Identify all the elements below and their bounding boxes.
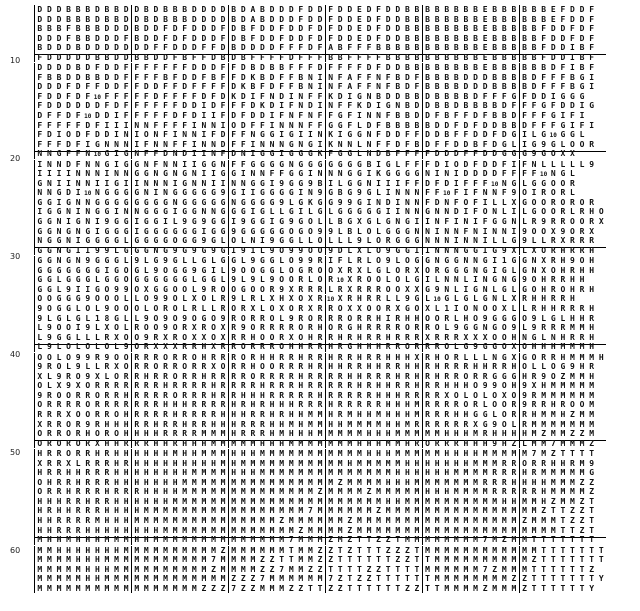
- grid-row: H H H R R H R R H H H H H H M M M M M M M M M M M M M M M M M M M M M M H H M M M M M M M M M M H H M M H Z M M Z T: [34, 489, 606, 499]
- grid-row: M M M M M H H H M M M M M M M M M M Z M M M M Z Z 7 M M Z Z T T T T Z Z T T T T M M M M M M 7 Z M M M T T T T T T Z: [34, 557, 606, 567]
- grid-row: G G L G G G L G G O G G G G G G L G G L 9 L 9 L 9 O O R L O R 10 X R O O L O L G I L N N L I N G N G 9 O H R R H H: [34, 267, 606, 277]
- grid-row: X R R O R 9 R H H H R R H R R H R R H H H R R R H H M H M M H H M M M M H H M R R R R R R X G 9 O L R M M M M M M M: [34, 412, 606, 422]
- grid-row: G G I G N N G G G G G G G G N G G G G G N G G G G 9 L G K G G 9 9 G I N D I N N F D N F O F I L L X G O O R O R O R: [34, 190, 606, 200]
- grid-row: O H R R H R R R H H H H H H H M M M M M M M M M M M M M M M M Z M M M M H H H M M M M M M M R R R H H H H M M M Z Z: [34, 470, 606, 480]
- grid-row: X R R X L R R R H R H H H H H H H H H M H M M M M M M M M M M M H M M M M M H H H H H H H M M M R R O R R H H R M 9: [34, 451, 606, 461]
- grid-row: 9 R O L 9 L L R X O R R O R R O R R X O R R H O O R R R H R H H R R H H R R H H R H R R R H H R R H O L L O G 9 H R: [34, 354, 606, 364]
- grid-row: H R R O R R H R H H H H H H M H H M M M H H H M M M M M M M M M M M H H H M M M M M H H H H M M M M M 7 M Z T T T T: [34, 441, 606, 451]
- row-label-60: 60: [10, 546, 21, 555]
- grid-row: X L 9 R O 9 X L O R R H R R O R R H R R R R O R R R R H R R R R H H R R R H R H R H R R O R R G G G H R 9 O Z M M H: [34, 364, 606, 374]
- grid-row: H R R H H R R R H H H H H H H H M M M M H H H M M M M M M M M M M M M M M H H H H H H M M M M R R R H R M M M M M G: [34, 460, 606, 470]
- grid-row: I G G N I N G G I N N G G G I G G N N G G G I G L L G I L G L G G G G G I I N N G N N D I F O N L I L G O O R L R H O: [34, 199, 606, 209]
- grid-row: G G N I G N I 9 G G I G G I L 9 G 9 G G I 9 G G I G 9 G O L L B G X G L G N G I I N F I N I F G G N L R 9 R R O O R X: [34, 209, 606, 219]
- grid-row: N G G N I G G G G L G G G G O G G 9 G L O L N I 9 G G L L O L L L 9 L O R G G G N N N I N N I L L G 9 L L R X R R R: [34, 228, 606, 238]
- grid-row: H R H H R R R H H H H M M M M M M M M M M M M M M M M M 7 M M M M M M Z M M M M M M M M M M M M M M M M Z T T Z Z T: [34, 498, 606, 508]
- grid-row: M M H H H H H H H M M M M M M M M M M Z M M M M M M T M M Z Z T Z T T T Z Z Z T M M M M M M M M M M M M T T T T T T T: [34, 538, 606, 548]
- grid-row: D D D B B B D B B D D B D B B B D D D D B D A B D D D F D D F D D E D F D D B B B B B B B B E B B B B B B E F D D F: [34, 0, 606, 7]
- grid-row: I I I I N N N I N N G G N G N G N I I G G I N N F F G G I N N N G G I K G G G G N I N I D D D D F F F F 10 N G L: [34, 161, 606, 171]
- grid-row: O R O R O R X H H R R R H H R H H H M M M M M H H H M M M M M M M H H H M M H R O R R R H H H 9 H Z L M M 7 M M M Z: [34, 431, 606, 442]
- row-label-40: 40: [10, 350, 21, 359]
- grid-row: D F F D F 10 D D I F F F F F D F D I I F D F D D I F N F N F F G F I N N F B B D D F B F F D F B B D F F F G I F I: [34, 103, 606, 113]
- grid-row: R R R X O O R R O H R R R R H R R R R H H H R R H R H H M M H R M H H M H H H M R R R H H G G L O R R H M M H Z M M: [34, 402, 606, 412]
- row-label-20: 20: [10, 154, 21, 163]
- grid-row: B D D D B D D D D D D D F F D D D F F D B D D D D F F F D F A B F F F B B B B B B B B B B B E B B B B B F D D I B F: [34, 35, 606, 45]
- row-label-10: 10: [10, 56, 21, 65]
- grid-row: F D D D D D D F D F F F F F F D D I D F F F D K D I F N D I N F F K D I G N B D D B B D B B B B D F F F G F D D I G: [34, 93, 606, 103]
- row-label-30: 30: [10, 252, 21, 261]
- grid-row: 9 R O O R R O R R H R R R R O R R R H R R H H H R R R R R H R R R R R H H H R R R R X O L O L O X O 9 R M M M M M M: [34, 383, 606, 393]
- grid-row: N N G D I 10 N G G G G N I N G G G G G 9 G I I G G G G I N 9 G B G 9 G L I N N N F F 10 F I F N N F 9 O I R O R L: [34, 180, 606, 190]
- grid-row: B B B F B B B D D D B D D F D F D D D F D B F D D F D D F D F D D E D F D D B B B B B B B B E B B B B B F D D F D F: [34, 16, 606, 26]
- grid-row: L 9 L O L O L O L 9 O R X X X R R H X R R O R R R O H H R R H R G H H H R R O R R R O L G 9 G G O X O H H H M M M H: [34, 334, 606, 345]
- row-number-gutter: [0, 0, 34, 611]
- grid-row: F D I O D F D D I N I O N F I N N I F D F F N G G I G I I N K I G G N F D D F F D D B F F D D F D G I L G 10 G G L: [34, 122, 606, 132]
- grid-row: H H R R R H H H H H H H H M M M M M M M M M M M M M M Z M M M M Z M M M M M M M M M M M M M M M M M M M M M T T Z T: [34, 518, 606, 528]
- grid-row: G G N G I I 9 9 L G G G N G 9 G 9 G 9 G I 9 1 L 9 O 9 9 O O 9 D L X L O 9 G G I I N N N G G I G 9 X L X O R H R R H: [34, 238, 606, 249]
- grid-row: M M M M M H H M M M M M M M M M M M M M Z Z Z 7 M M M M M M 7 Z T Z Z T T T T T T M M M M M M M M Z Z T T T T T T T Y: [34, 566, 606, 576]
- grid-row: G N I I N N I I G I I N N N I G N N I I N N G G I 9 G G 9 B I L G G N I I I F F D F D I F F F 10 N G L G G O O R: [34, 171, 606, 181]
- grid-row: I N N D F N N G I G G N F N N I I G G N F F G G G G N G G G G G G G B I G L F F F D I O D F D D F I F N L L L L L 9: [34, 152, 606, 162]
- row-label-50: 50: [10, 448, 21, 457]
- grid-row: F F F D F I G N N N I F N N F F I N N D F F I N N N G N G I K N N L N F F D F B D F F D D B F D G L I G 9 G L O O R: [34, 132, 606, 142]
- grid-row: M M M M H H H M M M M M M M M M M M 7 M M M M Z Z T T M M Z Z T T T T T T Z Z T T M M M M M M M M M M Z T T T T T T T: [34, 547, 606, 557]
- grid-row: O O G G G 9 O O O L L O 9 9 O L X O L R 9 L R L X H X O X R 10 X R H R R L L 9 G L 10 G L G L G N L X R H H R R H: [34, 286, 606, 296]
- grid-row: D D D F D F F D D F F D D F F D F F F F D K B F D F F B N I N F A F F N F B D F B B B B D D D B B B B D F F F B G I: [34, 74, 606, 84]
- grid-row: L 9 O O I 9 L X O L R O O 9 O R X R O X R 9 O R R R R O R H O R G H R R R R O R R O L 9 G G N G O 9 L 9 R R R M M H: [34, 315, 606, 325]
- character-grid: [34, 0, 606, 593]
- grid-row: O R R O R H O R O H H H H R R R R M M M H R R R H M H H H M M M M M H H H M M M M M H H H M R H H H H M Z M M Z Z M: [34, 421, 606, 431]
- grid-row: F D D D D D B B D D B B D D F B F F D B D B F F F F D F F F B B F F F F B B B B B B B B B B E B B B B B F D D I B F: [34, 45, 606, 56]
- grid-row: D D D F B B D D D F B D D F D F D D D F D B F D D F D D F D F D D E D F D D B B B B B B B B E B B B B B F D D F D F: [34, 26, 606, 36]
- grid-row: G G N G N G I G G G I G G G G G G I G G 9 G G G G G O G O 9 9 L B L O L G G G N N I N N F N I N N I 9 O O X 9 O R X: [34, 219, 606, 229]
- grid-row: F D D F D F 10 F F F F F D F F F F D F D K D I F N D I N F F K D I G N B D D B B D B B B B D F F F G F D D I G G G: [34, 84, 606, 94]
- grid-row: F F F F F D F I I I N N F F F F I N N I O D F F I N N N F F G G F L D F B B B B B D D F D F D D B B D F F F G I F I: [34, 113, 606, 123]
- grid-row: G G L 9 I I G O 9 9 O X G G O O L 9 R O O G O O R 9 X R R R L R X R R R O O X X G 9 N L I G N L G L G O H R O H R H: [34, 277, 606, 287]
- grid-row: O O L O 9 9 R 9 O O R R R O R R O H R R R O R H H R R H R R H R R H R R H H H X R H O R L L L N G X G O R R H M M M H: [34, 345, 606, 355]
- grid-row: G G N G N 9 G G G L 9 L G 9 G L L G L G G L 9 G G L O 9 9 R I F L R L O 9 L O G G N G G N N G I 1 G G N X R H 9 O H: [34, 248, 606, 258]
- grid-row: F B B D D B B D D F F F F B F D D F B F F D K B D F F B N I N F A F F N F B D F B B B B D D D B B B B D F F F B G I: [34, 65, 606, 75]
- grid-row: 9 L G L G L 1 8 G L L 9 O 9 O 9 O G O 9 R O R R O L 9 R O R R R O R R H I R H H O O R L H O 9 G G G O 9 L G L H H R: [34, 306, 606, 316]
- grid-row: O R R H R R R H R R R H H H H M M M M M M M M M M M M M M Z M M M M Z M M M M M H H H M M M M R R R R R H M M M M Z: [34, 479, 606, 489]
- grid-row: M H H M H H H M M M H H M M M M M M M M M M M M M M 7 M M M Z M Z T T Z Z T M M M M M M M M 7 M Z M M T T T T T T T: [34, 527, 606, 538]
- grid-row: N N G F F N 10 G I G N F F D N D I I N F D N I G G I G G G K F G G L N D B F F F F D D D F F D D G G G 9 G O X X: [34, 141, 606, 152]
- grid-row: M M M M M M M M M M M M M M M M M Z Z Z 7 Z Z M M M Z Z T T Z Z T T T T T T Z Z T T M M M M Z M M M Z T T T T T T Y: [34, 576, 606, 586]
- grid-row: L 9 G G L L L R X O O 9 R X R O X X O X R R H O O R X O H R R H R H R R H R R R X R R R X X X O O H N G L N H R R H: [34, 325, 606, 335]
- grid-row: H H R R R R M H H H M M M M M M M M M M M M M M M Z M M M M M M Z M M M M M M M M M M M M M M M M M Z M M M T Z Z T: [34, 508, 606, 518]
- grid-row: O L X 9 X O R R R R R R R H R R R R H R R R R H R R R H R R R R R H R H H R R H R R H H H O 9 9 O H 9 X H M M M M M: [34, 373, 606, 383]
- grid-row: D D D D B D F D D F F F F F F F D D D F F D B D B B F F F D F F F F D F D D B B B B B B B B E B B B B B B D F I B F: [34, 55, 606, 65]
- grid-row: 9 O G G L O L 9 O O O L O R O L R L L R O R X L O X O R X R R O X X O O R X G O X L 1 I O N O O X L L R H H R R R H: [34, 296, 606, 306]
- grid-row: O R R R R O R R R R R R R H H H R R R R H R H R H H H R R R H R R R R R H H H M R R R R O R L O O R 9 R R H R O O M: [34, 392, 606, 402]
- grid-row: G G G G G G G I G O G L 9 O G G 9 G I L 9 O O G G L O G R O O X R X L G L O R X O R G G G N G I G L G N X O H R H H: [34, 258, 606, 268]
- grid-row: D D D B B B D B B D D B D B B B D D D D B D A B D D D F D D F D D E D F D D B B B B B B B B E B B B B B B E F D D F: [34, 7, 606, 17]
